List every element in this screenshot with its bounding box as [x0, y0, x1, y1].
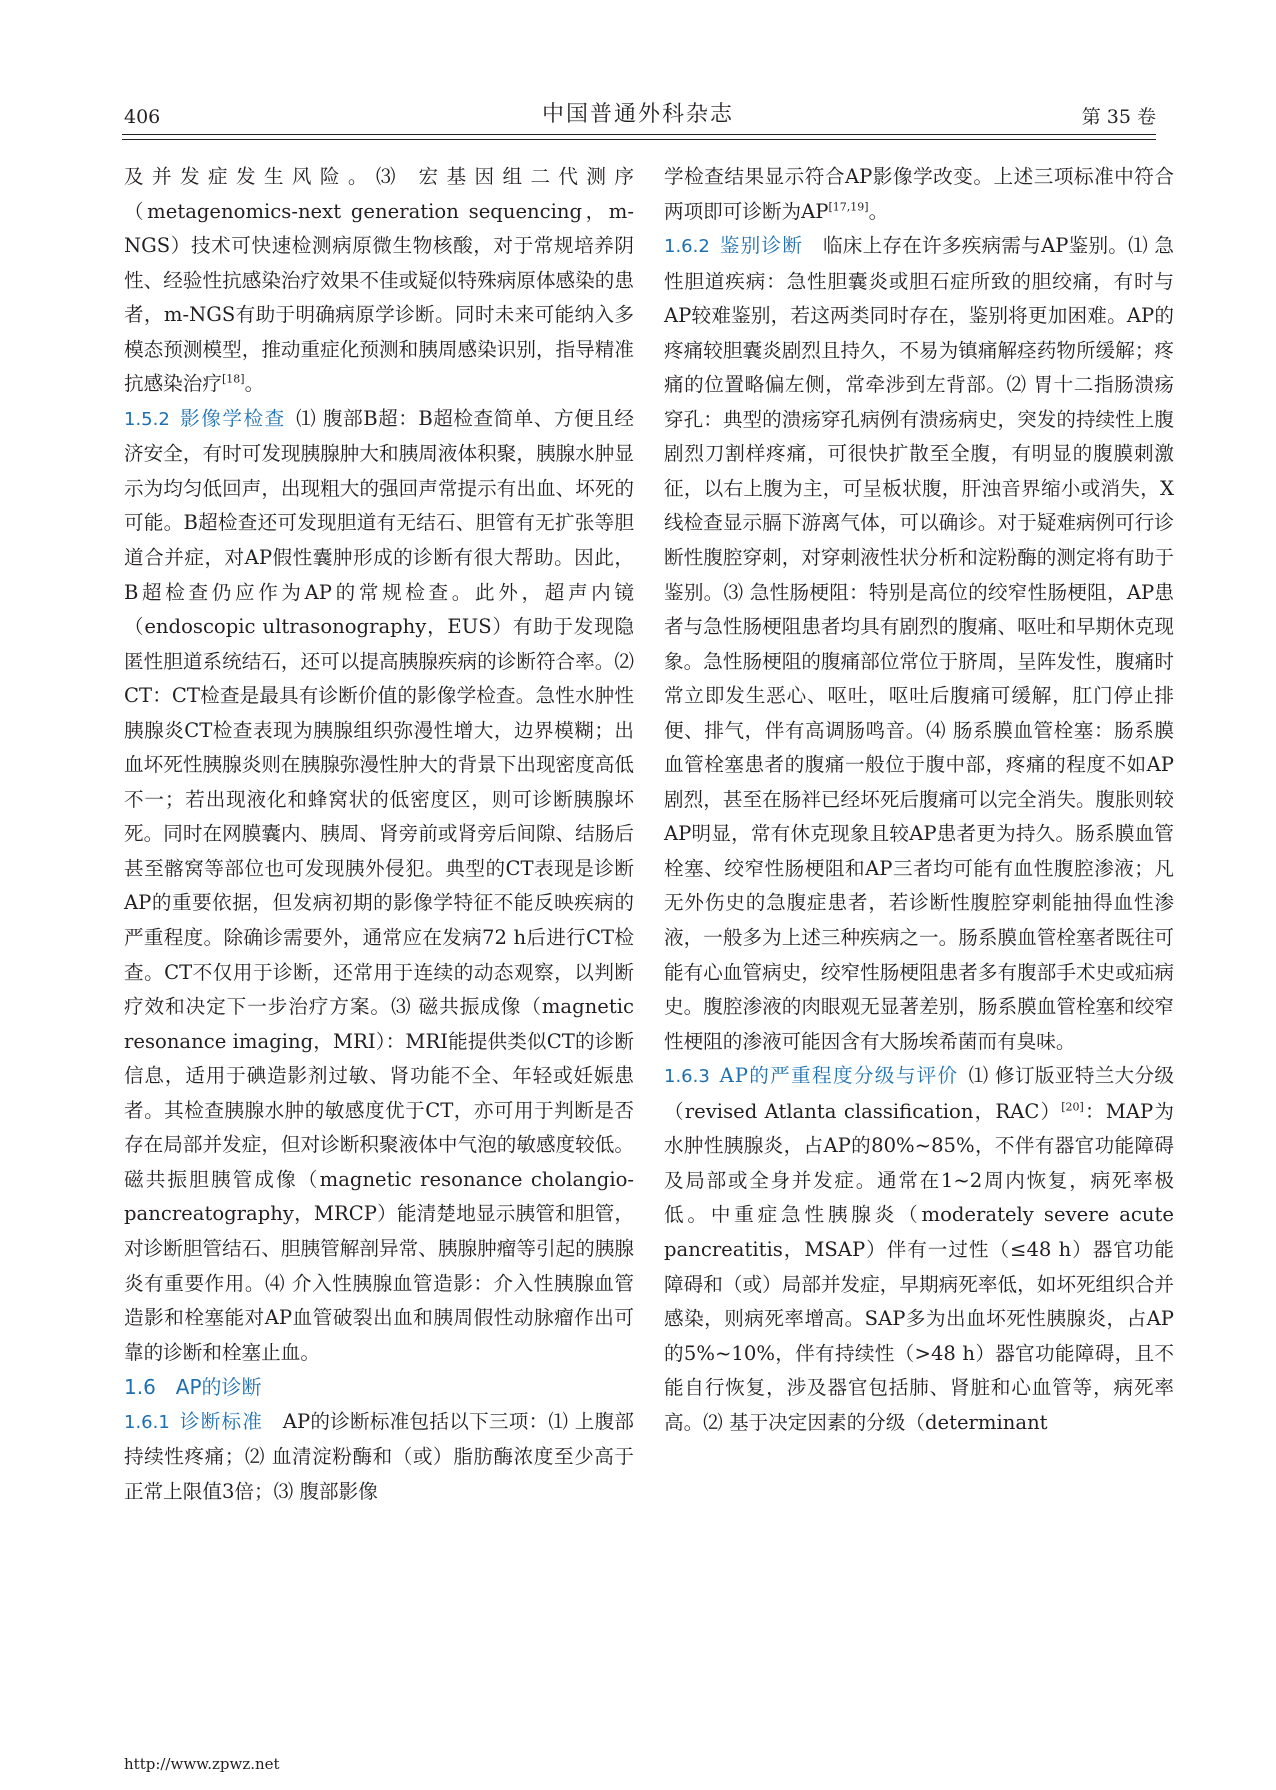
paragraph-continued: [664, 160, 1174, 229]
citation-ref: [18]: [221, 372, 245, 386]
paragraph-text: 学检查结果显示符合AP影像学改变。上述三项标准中符合两项即可诊断为AP: [664, 165, 1174, 223]
section-body-cont: ：MAP为水肿性胰腺炎，占AP的80%~85%，不伴有器官功能障碍及局部或全身并发症。通常在1~2周内恢复，病死率极低。中重症急性胰腺炎（moderately severe acute pancreatitis，MSAP）伴有一过性（≤48 h）器官功能障碍和（或）局部并发症，早期病死率低，如坏死组织合并感染，则病死率增高。SAP多为出血坏死性胰腺炎，占AP的5%~10%，伴有持续性（>48 h）器官功能障碍，且不能自行恢复，涉及器官包括肺、肾脏和心血管等，病死率高。⑵ 基于决定因素的分级（determinant: [664, 1099, 1174, 1434]
section-body: ⑴ 修订版亚特兰大分级（revised Atlanta classification，RAC）: [664, 1064, 1174, 1123]
section-1-5-2: [124, 402, 634, 1370]
section-number: 1.6.2: [664, 236, 710, 258]
citation-ref: [20]: [1061, 1100, 1084, 1114]
paragraph-end: 。: [868, 199, 889, 223]
section-body: ⑴ 腹部B超：B超检查简单、方便且经济安全，有时可发现胰腺肿大和胰周液体积聚，胰腺水肿显示为均匀低回声，出现粗大的强回声常提示有出血、坏死的可能。B超检查还可发现胆道有无结石、胆管有无扩张等胆道合并症，对AP假性囊肿形成的诊断有很大帮助。因此，B超检查仍应作为AP的常规检查。此外，超声内镜（endoscopic ultrasonography，EUS）有助于发现隐匿性胆道系统结石，还可以提高胰腺疾病的诊断符合率。⑵ CT：CT检查是最具有诊断价值的影像学检查。急性水肿性胰腺炎CT检查表现为胰腺组织弥漫性增大，边界模糊；出血坏死性胰腺炎则在胰腺弥漫性肿大的背景下出现密度高低不一；若出现液化和蜂窝状的低密度区，则可诊断胰腺坏死。同时在网膜囊内、胰周、肾旁前或肾旁后间隙、结肠后甚至髂窝等部位也可发现胰外侵犯。典型的CT表现是诊断AP的重要依据，但发病初期的影像学特征不能反映疾病的严重程度。除确诊需要外，通常应在发病72 h后进行CT检查。CT不仅用于诊断，还常用于连续的动态观察，以判断疗效和决定下一步治疗方案。⑶ 磁共振成像（magnetic resonance imaging，MRI）：MRI能提供类似CT的诊断信息，适用于碘造影剂过敏、肾功能不全、年轻或妊娠患者。其检查胰腺水肿的敏感度优于CT，亦可用于判断是否存在局部并发症，但对诊断积聚液体中气泡的敏感度较低。磁共振胆胰管成像（magnetic resonance cholangio-pancreatography，MRCP）能清楚地显示胰管和胆管，对诊断胆管结石、胆胰管解剖异常、胰腺肿瘤等引起的胰腺炎有重要作用。⑷ 介入性胰腺血管造影：介入性胰腺血管造影和栓塞能对AP血管破裂出血和胰周假性动脉瘤作出可靠的诊断和栓塞止血。: [124, 406, 634, 1364]
left-column: [124, 160, 634, 1509]
section-1-6-3: [664, 1059, 1174, 1440]
header-rule-thin: [122, 139, 1156, 140]
section-number: 1.6.3: [664, 1066, 710, 1088]
section-title: AP的严重程度分级与评价: [719, 1064, 959, 1088]
section-title: 诊断标准: [179, 1409, 264, 1433]
right-column: [664, 160, 1174, 1440]
section-1-6-2: [664, 229, 1174, 1059]
section-title: 影像学检查: [179, 406, 286, 430]
section-body: 临床上存在许多疾病需与AP鉴别。⑴ 急性胆道疾病：急性胆囊炎或胆石症所致的胆绞痛，有时与AP较难鉴别，若这两类同时存在，鉴别将更加困难。AP的疼痛较胆囊炎剧烈且持久，不易为镇痛解痉药物所缓解；疼痛的位置略偏左侧，常牵涉到左背部。⑵ 胃十二指肠溃疡穿孔：典型的溃疡穿孔病例有溃疡病史，突发的持续性上腹剧烈刀割样疼痛，可很快扩散至全腹，有明显的腹膜刺激征，以右上腹为主，可呈板状腹，肝浊音界缩小或消失，X线检查显示膈下游离气体，可以确诊。对于疑难病例可行诊断性腹腔穿刺，对穿刺液性状分析和淀粉酶的测定将有助于鉴别。⑶ 急性肠梗阻：特别是高位的绞窄性肠梗阻，AP患者与急性肠梗阻患者均具有剧烈的腹痛、呕吐和早期休克现象。急性肠梗阻的腹痛部位常位于脐周，呈阵发性，腹痛时常立即发生恶心、呕吐，呕吐后腹痛可缓解，肛门停止排便、排气，伴有高调肠鸣音。⑷ 肠系膜血管栓塞：肠系膜血管栓塞患者的腹痛一般位于腹中部，疼痛的程度不如AP剧烈，甚至在肠袢已经坏死后腹痛可以完全消失。腹胀则较AP明显，常有休克现象且较AP患者更为持久。肠系膜血管栓塞、绞窄性肠梗阻和AP三者均可能有血性腹腔渗液；凡无外伤史的急腹症患者，若诊断性腹腔穿刺能抽得血性渗液，一般多为上述三种疾病之一。肠系膜血管栓塞者既往可能有心血管病史，绞窄性肠梗阻患者多有腹部手术史或疝病史。腹腔渗液的肉眼观无显著差别，肠系膜血管栓塞和绞窄性梗阻的渗液可能因含有大肠埃希菌而有臭味。: [664, 234, 1175, 1053]
footer-url[interactable]: http://www.zpwz.net: [124, 1755, 280, 1773]
section-body: AP的诊断标准包括以下三项：⑴ 上腹部持续性疼痛；⑵ 血清淀粉酶和（或）脂肪酶浓度至少高于正常上限值3倍；⑶ 腹部影像: [124, 1409, 634, 1503]
citation-ref: [17,19]: [828, 200, 869, 214]
paragraph-intro: [124, 160, 634, 402]
paragraph-end: 。: [244, 372, 265, 396]
section-heading-1-6: 1.6 AP的诊断: [124, 1375, 262, 1400]
page-number: 406: [124, 106, 161, 128]
section-number: 1.6.1: [124, 1411, 170, 1433]
journal-title: 中国普通外科杂志: [541, 102, 734, 127]
header-rule-thick: [122, 134, 1156, 135]
volume-label: 第 35 卷: [1081, 106, 1156, 128]
paragraph-text: 及并发症发生风险。⑶ 宏基因组二代测序（metagenomics-next generation sequencing，m-NGS）技术可快速检测病原微生物核酸，对于常规培养阴性、经验性抗感染治疗效果不佳或疑似特殊病原体感染的患者，m-NGS有助于明确病原学诊断。同时未来可能纳入多模态预测模型，推动重症化预测和胰周感染识别，指导精准抗感染治疗: [124, 165, 634, 396]
section-title: 鉴别诊断: [719, 234, 804, 258]
section-number: 1.5.2: [124, 408, 170, 430]
section-1-6-1: [124, 1405, 634, 1510]
